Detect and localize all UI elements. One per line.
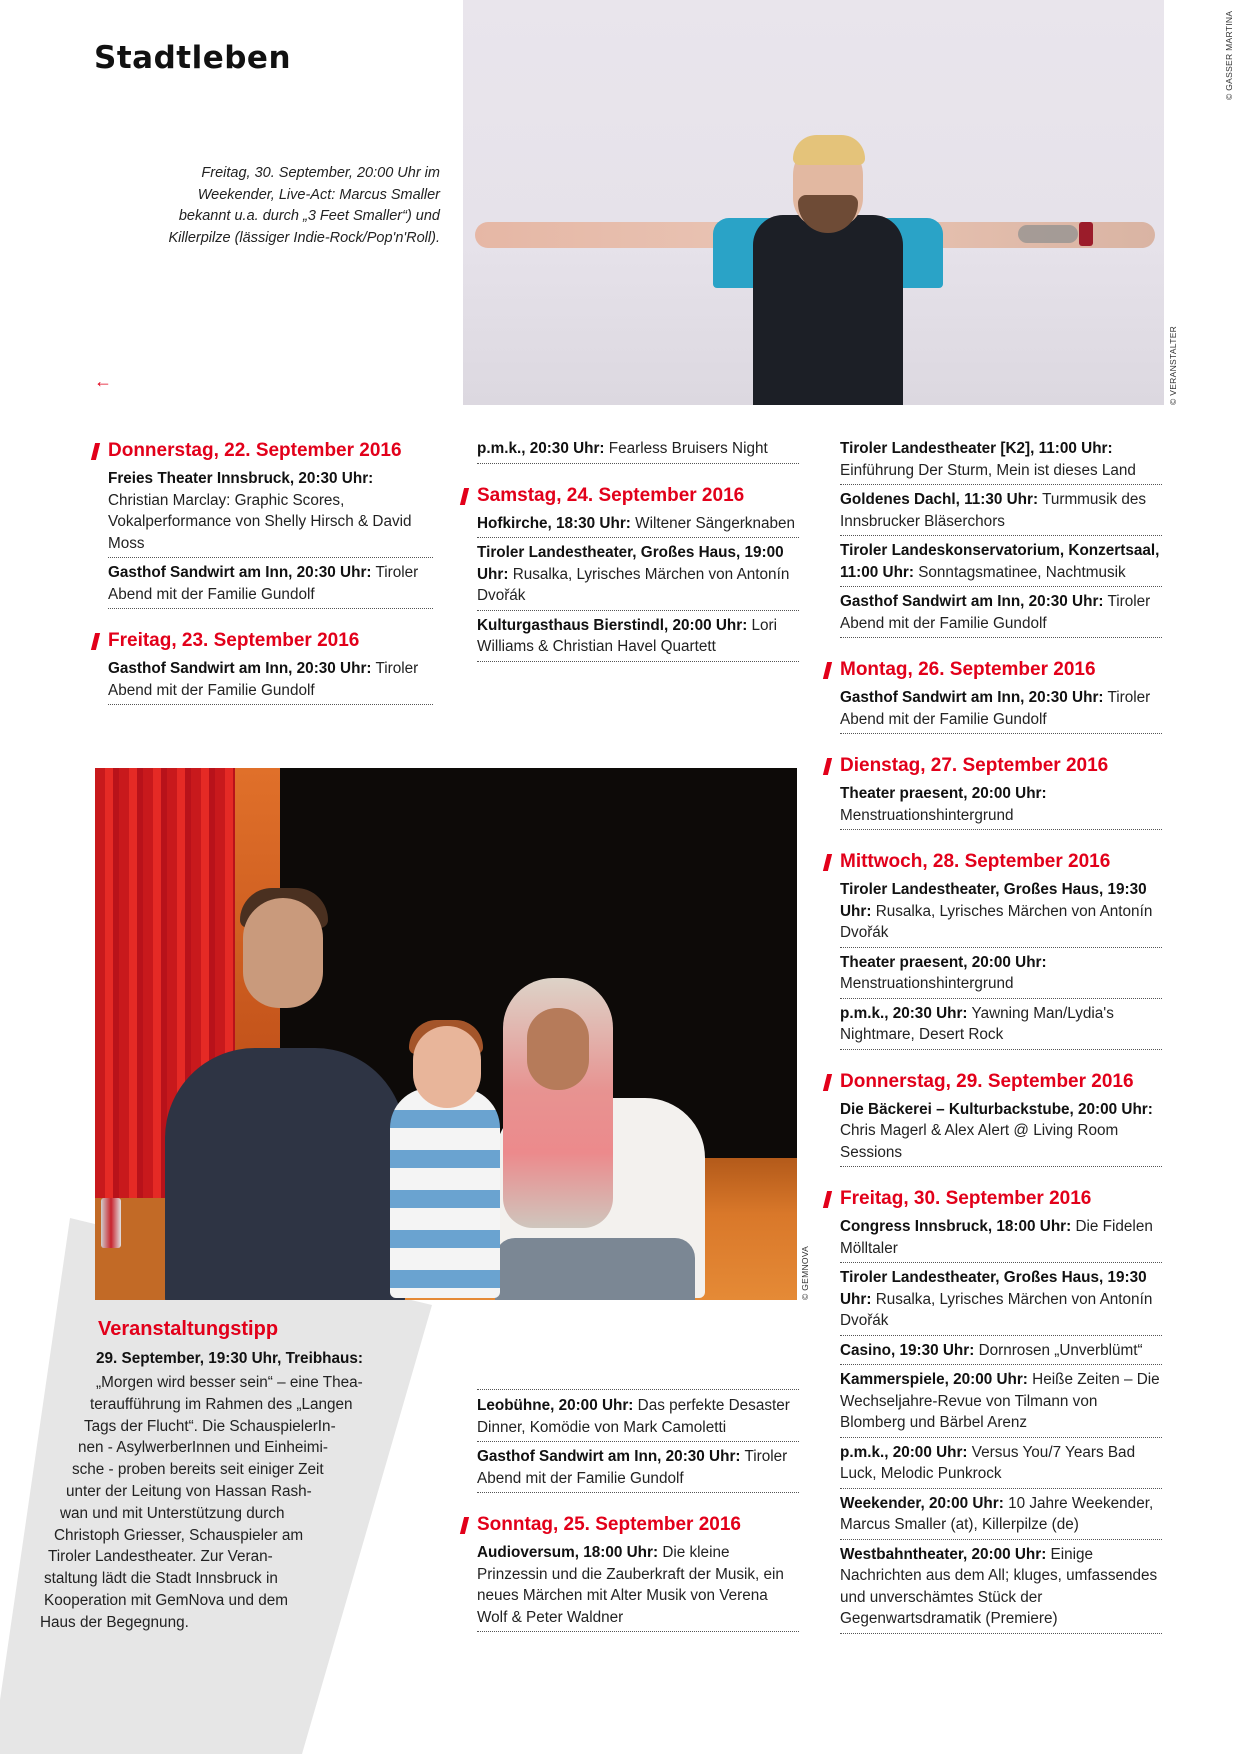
event-venue-time: Casino, 19:30 Uhr:: [840, 1341, 975, 1359]
event-venue-time: Tiroler Landestheater, Großes Haus, 19:30 Uhr:: [840, 881, 1147, 920]
day-heading: [108, 627, 433, 655]
event-item: [840, 437, 1162, 485]
event-item: [840, 686, 1162, 734]
event-description: Einige Nachrichten aus dem All; kluges, umfassendes und unverschämtes Stück der Gegenwartsdramatik (Premiere): [840, 1545, 1158, 1627]
day-heading-text: Donnerstag, 22. September 2016: [108, 440, 402, 461]
event-description: Das perfekte Desaster Dinner, Komödie von Mark Camoletti: [477, 1397, 790, 1436]
day-heading: [840, 1185, 1162, 1213]
event-venue-time: Gasthof Sandwirt am Inn, 20:30 Uhr:: [840, 593, 1104, 610]
event-description: Die Fidelen Mölltaler: [840, 1218, 1153, 1257]
day-heading-text: Sonntag, 25. September 2016: [477, 1514, 741, 1535]
photo-credit-gemnova: © GEMNOVA: [800, 1245, 810, 1300]
event-description: Chris Magerl & Alex Alert @ Living Room Sessions: [840, 1122, 1119, 1161]
photo-hair: [793, 135, 865, 165]
event-venue-time: Tiroler Landestheater, Großes Haus, 19:00 Uhr:: [477, 544, 784, 583]
photo-vest: [753, 215, 903, 405]
event-venue-time: Freies Theater Innsbruck, 20:30 Uhr:: [108, 470, 374, 487]
event-venue-time: Audioversum, 18:00 Uhr:: [477, 1544, 659, 1561]
event-venue-time: Tiroler Landeskonservatorium, Konzertsaal, 11:00 Uhr:: [840, 542, 1160, 581]
day-heading-text: Donnerstag, 29. September 2016: [840, 1070, 1134, 1092]
caption-line: Freitag, 30. September, 20:00 Uhr im: [201, 165, 440, 181]
schedule-column-3: [840, 437, 1162, 1637]
caption-line: Killerpilze (lässiger Indie-Rock/Pop'n'Roll).: [168, 229, 440, 246]
event-venue-time: Theater praesent, 20:00 Uhr:: [840, 785, 1047, 802]
event-item: [840, 1215, 1162, 1263]
photo-woman-face: [527, 1008, 589, 1090]
tip-line: nen - AsylwerberInnen und Einheimi-: [78, 1439, 328, 1457]
photo-jeans: [495, 1238, 695, 1300]
day-heading: [840, 848, 1162, 876]
event-item: [108, 657, 433, 705]
red-slash-icon: [460, 1517, 469, 1534]
tip-line: sche - proben bereits seit einiger Zeit: [72, 1461, 324, 1479]
event-venue-time: Westbahntheater, 20:00 Uhr:: [840, 1545, 1047, 1563]
red-slash-icon: [823, 662, 832, 679]
event-item: [840, 590, 1162, 638]
top-photo-caption: [150, 163, 440, 249]
photo-tattoo: [1018, 225, 1078, 243]
tip-heading: Veranstaltungstipp: [98, 1318, 279, 1340]
event-description: Tiroler Abend mit der Familie Gundolf: [108, 564, 419, 603]
tip-line: Christoph Griesser, Schauspieler am: [54, 1526, 304, 1544]
day-section: [840, 848, 1162, 1050]
day-section: [108, 627, 433, 705]
event-description: Wiltener Sängerknaben: [635, 514, 795, 532]
event-item: [477, 1445, 799, 1493]
day-section: [840, 656, 1162, 734]
event-venue-time: Congress Innsbruck, 18:00 Uhr:: [840, 1218, 1072, 1235]
event-description: Turmmusik des Innsbrucker Bläserchors: [840, 491, 1147, 530]
event-description: Rusalka, Lyrisches Märchen von Antonín Dvořák: [840, 1290, 1153, 1329]
event-item: [108, 467, 433, 558]
photo-wristband: [1079, 222, 1093, 246]
day-heading-text: Samstag, 24. September 2016: [477, 484, 745, 506]
event-venue-time: Leobühne, 20:00 Uhr:: [477, 1397, 634, 1414]
day-section: [840, 1068, 1162, 1168]
section-title: Stadtleben: [94, 40, 292, 76]
event-item: [840, 488, 1162, 536]
day-heading-text: Freitag, 23. September 2016: [108, 630, 360, 651]
event-item: [840, 782, 1162, 830]
event-description: Versus You/7 Years Bad Luck, Melodic Punkrock: [840, 1443, 1136, 1482]
performer-photo: [463, 0, 1164, 405]
event-description: 10 Jahre Weekender, Marcus Smaller (at), Killerpilze (de): [840, 1494, 1154, 1533]
event-item: [477, 541, 799, 611]
event-item: [840, 1492, 1162, 1540]
continued-events: [840, 437, 1162, 638]
event-item: [108, 561, 433, 609]
event-description: Rusalka, Lyrisches Märchen von Antonín Dvořák: [840, 902, 1153, 941]
event-item: [840, 539, 1162, 587]
event-item: [840, 951, 1162, 999]
event-description: Fearless Bruisers Night: [608, 440, 768, 457]
day-section: [108, 437, 433, 609]
photo-boy-head: [413, 1026, 481, 1108]
event-venue-time: p.m.k., 20:00 Uhr:: [840, 1443, 968, 1461]
tip-line: staltung lädt die Stadt Innsbruck in: [44, 1570, 278, 1588]
event-description: Lori Williams & Christian Havel Quartett: [477, 616, 778, 655]
event-venue-time: Tiroler Landestheater [K2], 11:00 Uhr:: [840, 440, 1113, 457]
event-item: [840, 1266, 1162, 1336]
day-heading-text: Mittwoch, 28. September 2016: [840, 851, 1111, 872]
day-heading: [477, 482, 799, 510]
event-description: Tiroler Abend mit der Familie Gundolf: [477, 1448, 788, 1487]
tip-line: Kooperation mit GemNova und dem: [44, 1592, 289, 1609]
event-description: Tiroler Abend mit der Familie Gundolf: [840, 689, 1151, 728]
event-venue-time: p.m.k., 20:30 Uhr:: [840, 1004, 968, 1022]
red-slash-icon: [823, 1191, 832, 1208]
event-item: [840, 1441, 1162, 1489]
red-slash-icon: [823, 1074, 832, 1091]
continued-events: [477, 437, 799, 464]
event-venue-time: Weekender, 20:00 Uhr:: [840, 1494, 1004, 1512]
photo-man: [165, 1048, 405, 1300]
event-description: Die kleine Prinzessin und die Zauberkraft der Musik, ein neues Märchen mit Alter Musik von Verena Wolf & Peter Waldner: [477, 1544, 784, 1626]
event-venue-time: p.m.k., 20:30 Uhr:: [477, 440, 605, 457]
day-section: [477, 1511, 799, 1632]
tip-lead: 29. September, 19:30 Uhr, Treibhaus:: [96, 1350, 363, 1367]
event-venue-time: Theater praesent, 20:00 Uhr:: [840, 953, 1047, 971]
schedule-column-1: [108, 437, 433, 708]
photo-boy: [390, 1088, 500, 1298]
event-description: Menstruationshintergrund: [840, 975, 1014, 992]
event-venue-time: Gasthof Sandwirt am Inn, 20:30 Uhr:: [477, 1448, 741, 1465]
event-description: Tiroler Abend mit der Familie Gundolf: [840, 593, 1151, 632]
group-photo: [95, 768, 797, 1300]
event-description: Rusalka, Lyrisches Märchen von Antonín Dvořák: [477, 565, 790, 604]
event-venue-time: Gasthof Sandwirt am Inn, 20:30 Uhr:: [108, 660, 372, 677]
event-item: [840, 1543, 1162, 1634]
event-venue-time: Gasthof Sandwirt am Inn, 20:30 Uhr:: [840, 689, 1104, 706]
tip-line: Haus der Begegnung.: [40, 1613, 189, 1631]
event-venue-time: Hofkirche, 18:30 Uhr:: [477, 514, 631, 532]
event-description: Christian Marclay: Graphic Scores, Vokalperformance von Shelly Hirsch & David Moss: [108, 491, 412, 552]
left-arrow-icon[interactable]: ←: [94, 371, 112, 391]
day-heading: [840, 752, 1162, 780]
event-item: [840, 1002, 1162, 1050]
event-item: [477, 1541, 799, 1632]
tip-line: unter der Leitung von Hassan Rash-: [66, 1483, 312, 1500]
event-venue-time: Goldenes Dachl, 11:30 Uhr:: [840, 491, 1039, 508]
red-slash-icon: [460, 488, 469, 505]
red-slash-icon: [823, 758, 832, 775]
day-section: [840, 752, 1162, 830]
event-description: Heiße Zeiten – Die Wechseljahre-Revue von Tilmann von Blomberg und Bärbel Arenz: [840, 1371, 1160, 1431]
day-heading: [840, 656, 1162, 684]
event-item: [840, 1339, 1162, 1366]
event-venue-time: Tiroler Landestheater, Großes Haus, 19:30 Uhr:: [840, 1269, 1147, 1308]
event-item: [840, 1098, 1162, 1168]
event-item: [840, 878, 1162, 948]
continued-events: [477, 1389, 799, 1493]
event-item: [840, 1368, 1162, 1438]
event-description: Yawning Man/Lydia's Nightmare, Desert Rock: [840, 1004, 1114, 1043]
event-description: Tiroler Abend mit der Familie Gundolf: [108, 660, 419, 699]
event-item: [477, 1394, 799, 1442]
page-credit: © GASSER MARTINA: [1224, 10, 1234, 100]
day-heading-text: Dienstag, 27. September 2016: [840, 755, 1109, 776]
event-description: Sonntagsmatinee, Nachtmusik: [918, 563, 1126, 581]
event-item: [477, 437, 799, 464]
red-slash-icon: [823, 854, 832, 871]
day-heading: [108, 437, 433, 465]
tip-line: Tiroler Landestheater. Zur Veran-: [48, 1548, 273, 1566]
event-description: Menstruationshintergrund: [840, 806, 1014, 824]
day-heading: [477, 1511, 799, 1539]
event-item: [477, 512, 799, 539]
photo-credit-veranstalter: © VERANSTALTER: [1168, 325, 1178, 405]
day-section: [840, 1185, 1162, 1634]
tip-line: Tags der Flucht“. Die SchauspielerIn-: [84, 1417, 336, 1435]
event-venue-time: Kulturgasthaus Bierstindl, 20:00 Uhr:: [477, 616, 748, 634]
day-heading-text: Montag, 26. September 2016: [840, 659, 1096, 680]
schedule-column-2: [477, 437, 799, 665]
day-section: [477, 482, 799, 662]
day-heading: [840, 1068, 1162, 1096]
event-venue-time: Die Bäckerei – Kulturbackstube, 20:00 Uhr:: [840, 1100, 1153, 1118]
day-heading-text: Freitag, 30. September 2016: [840, 1188, 1092, 1209]
tip-line: „Morgen wird besser sein“ – eine Thea-: [96, 1374, 363, 1391]
event-venue-time: Gasthof Sandwirt am Inn, 20:30 Uhr:: [108, 564, 372, 581]
caption-line: bekannt u.a. durch „3 Feet Smaller“) und: [178, 208, 440, 224]
caption-line: Weekender, Live-Act: Marcus Smaller: [197, 186, 440, 203]
photo-man-head: [243, 898, 323, 1008]
tip-line: wan und mit Unterstützung durch: [60, 1504, 285, 1522]
event-description: Dornrosen „Unverblümt“: [978, 1341, 1143, 1359]
event-venue-time: Kammerspiele, 20:00 Uhr:: [840, 1371, 1028, 1388]
schedule-column-2-bottom: [477, 1389, 799, 1635]
photo-can: [101, 1198, 121, 1248]
event-item: [477, 614, 799, 662]
event-description: Einführung Der Sturm, Mein ist dieses Land: [840, 461, 1136, 479]
tip-line: teraufführung im Rahmen des „Langen: [90, 1395, 353, 1413]
